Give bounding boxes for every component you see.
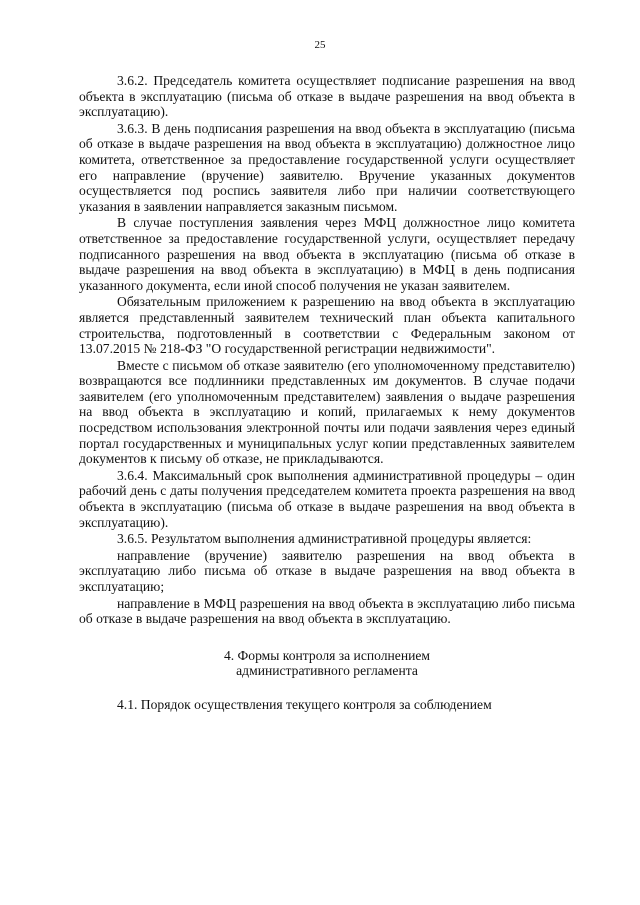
paragraph-mfc-delivery: В случае поступления заявления через МФЦ должностное лицо комитета ответственное за предоставление государственной услуги, осуществляет передачу подписанного разрешения на ввод объекта в эксплуатацию (письма об отказе в выдаче разрешения на ввод объекта в эксплуатацию) в МФЦ в день подписания указанного документа, если иной способ получения не указан заявителем. [79, 215, 575, 293]
paragraph-return-documents: Вместе с письмом об отказе заявителю (его уполномоченному представителю) возвращаются все подлинники представленных им документов. В случае подачи заявителем (его уполномоченным представителем) заявления о выдаче разрешения на ввод объекта в эксплуатацию и копий, прилагаемых к нему документов посредством использования электронной почты или подачи заявления через единый портал государственных и муниципальных услуг копии представленных заявителем документов к письму об отказе, не прикладываются. [79, 357, 575, 467]
paragraph-3-6-5: 3.6.5. Результатом выполнения административной процедуры является: [117, 531, 532, 547]
section-heading-line-2: административного регламента [236, 663, 418, 679]
paragraph-mandatory-attachment: Обязательным приложением к разрешению на ввод объекта в эксплуатацию является представленный заявителем технический план объекта капитального строительства, подготовленный в соответствии с Федеральным законом от 13.07.2015 № 218-ФЗ "О государственной регистрации недвижимости". [79, 294, 575, 357]
document-body [79, 73, 575, 714]
section-heading [79, 648, 575, 679]
paragraph-result-applicant: направление (вручение) заявителю разрешения на ввод объекта в эксплуатацию либо письма об отказе в выдаче разрешения на ввод объекта в эксплуатацию; [79, 547, 575, 594]
paragraph-3-6-2: 3.6.2. Председатель комитета осуществляет подписание разрешения на ввод объекта в эксплуатацию (письма об отказе в выдаче разрешения на ввод объекта в эксплуатацию). [79, 73, 575, 120]
paragraph-4-1: 4.1. Порядок осуществления текущего контроля за соблюдением [117, 696, 492, 712]
paragraph-result-mfc: направление в МФЦ разрешения на ввод объекта в эксплуатацию либо письма об отказе в выдаче разрешения на ввод объекта в эксплуатацию. [79, 595, 575, 627]
page-number: 25 [314, 39, 326, 51]
paragraph-3-6-3: 3.6.3. В день подписания разрешения на ввод объекта в эксплуатацию (письма об отказе в выдаче разрешения на ввод объекта в эксплуатацию) должностное лицо комитета, ответственное за предоставление государственной услуги осуществляет его направление (вручение) заявителю. Вручение указанных документов осуществляется под роспись заявителя либо при наличии соответствующего указания в заявлении направляется заказным письмом. [79, 120, 575, 214]
paragraph-3-6-4: 3.6.4. Максимальный срок выполнения административной процедуры – один рабочий день с даты получения председателем комитета проекта разрешения на ввод объекта в эксплуатацию (письма об отказе в выдаче разрешения на ввод объекта в эксплуатацию). [79, 467, 575, 530]
section-heading-line-1: 4. Формы контроля за исполнением [223, 647, 431, 663]
